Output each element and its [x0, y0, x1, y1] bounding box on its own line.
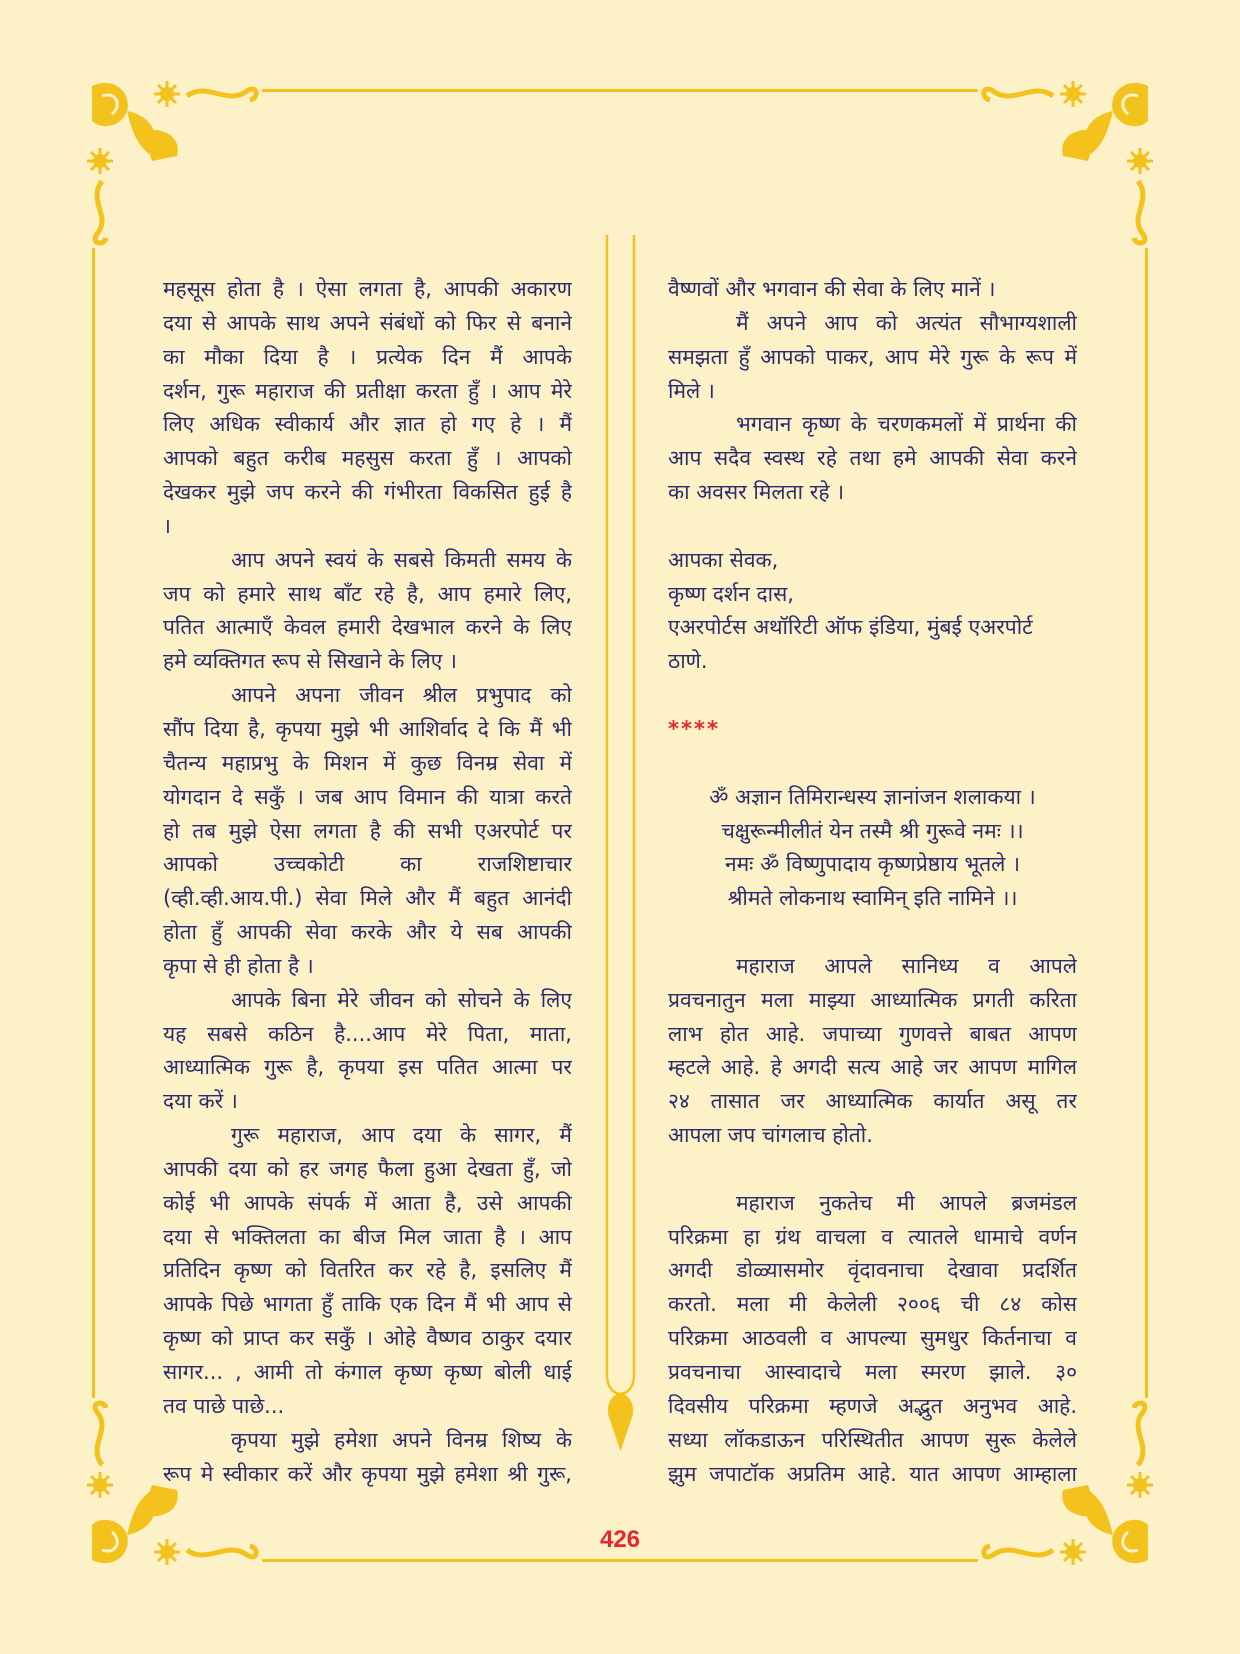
paragraph [163, 1424, 572, 1492]
text-line: (व्ही.व्ही.आय.पी.) सेवा मिले और मैं बहुत आनंदी [163, 886, 572, 911]
paragraph [163, 1119, 572, 1424]
text-line: आपला जप चांगलाच होतो. [668, 1123, 873, 1148]
text-line: ॐ अज्ञान तिमिरान्धस्य ज्ञानांजन शलाकया । [709, 784, 1036, 809]
text-line: आध्यात्मिक गुरू है, कृपया इस पतित आत्मा पर [163, 1055, 572, 1080]
text-line: का मौका दिया है । प्रत्येक दिन मैं आपके [163, 344, 572, 369]
text-line: **** [668, 716, 720, 741]
paragraph [668, 950, 1077, 1153]
right-text-column [668, 273, 1077, 1491]
paragraph [668, 273, 1077, 307]
text-line: दिवसीय परिक्रमा म्हणजे अद्भुत अनुभव आहे. [668, 1393, 1077, 1418]
spacer [668, 510, 1077, 544]
text-line [668, 747, 1077, 781]
text-line: भगवान कृष्ण के चरणकमलों में प्रार्थना की [736, 412, 1077, 437]
text-line: २४ तासात जर आध्यात्मिक कार्यात असू तर [668, 1089, 1077, 1114]
text-line: कृपया मुझे हमेशा अपने विनम्र शिष्य के [231, 1427, 572, 1452]
verse-block [668, 781, 1077, 916]
text-line: प्रवचनाचा आस्वादाचे मला स्मरण झाले. ३० [668, 1360, 1077, 1384]
text-line: सध्या लॉकडाऊन परिस्थितीत आपण सुरू केलेले [668, 1427, 1077, 1452]
text-line: लाभ होत आहे. जपाच्या गुणवत्ते बाबत आपण [668, 1021, 1077, 1046]
text-line: वैष्णवों और भगवान की सेवा के लिए मानें । [668, 277, 996, 301]
text-line: अगदी डोळ्यासमोर वृंदावनाचा देखावा प्रदर्शित [668, 1258, 1077, 1283]
text-line: प्रतिदिन कृष्ण को वितरित कर रहे है, इसलिए मैं [163, 1258, 572, 1283]
paragraph [163, 984, 572, 1119]
text-line: लिए अधिक स्वीकार्य और ज्ञात हो गए हे । मैं [163, 412, 572, 437]
paragraph [163, 273, 572, 544]
text-line: सागर... , आमी तो कंगाल कृष्ण कृष्ण बोली धाई [163, 1360, 572, 1384]
text-line [668, 510, 1077, 544]
border-bottom-line [262, 1559, 978, 1562]
border-right-line [1145, 248, 1148, 1398]
text-line: दया करें । [163, 1089, 238, 1114]
text-line: पतित आत्माएँ केवल हमारी देखभाल करने के लिए [163, 615, 572, 640]
column-divider [600, 235, 642, 1455]
paragraph [668, 1187, 1077, 1492]
text-line: महसूस होता है । ऐसा लगता है, आपकी अकारण [163, 277, 572, 301]
text-line: कृष्ण को प्राप्त कर सकुँ । ओहे वैष्णव ठाकुर दयार [163, 1326, 572, 1351]
spacer [668, 747, 1077, 781]
text-line: हमे व्यक्तिगत रूप से सिखाने के लिए । [163, 649, 457, 674]
text-line: कृपा से ही होता है । [163, 953, 314, 978]
spacer [668, 679, 1077, 713]
text-line: नमः ॐ विष्णुपादाय कृष्णप्रेष्ठाय भूतले । [724, 852, 1021, 877]
text-line: परिक्रमा हा ग्रंथ वाचला व त्यातले धामाचे वर्णन [668, 1224, 1077, 1249]
text-line: कृष्ण दर्शन दास, [668, 581, 794, 606]
paragraph [668, 408, 1077, 510]
spacer [668, 916, 1077, 950]
paragraph [163, 679, 572, 984]
text-line: । [163, 513, 171, 538]
left-text-column [163, 273, 572, 1491]
text-line: महाराज आपले सानिध्य व आपले [736, 953, 1077, 978]
corner-ornament-top-left [82, 76, 262, 246]
text-line: ठाणे. [668, 649, 708, 674]
page-number: 426 [599, 1526, 641, 1553]
text-line: का अवसर मिलता रहे । [668, 480, 845, 505]
text-line: हो तब मुझे ऐसा लगता है की सभी एअरपोर्ट पर [163, 818, 572, 843]
text-line: सौंप दिया है, कृपया मुझे भी आशिर्वाद दे कि मैं भी [163, 716, 572, 741]
text-line: चक्षुरून्मीलीतं येन तस्मै श्री गुरूवे नमः ।। [721, 818, 1024, 843]
text-line: आपको बहुत करीब महसुस करता हुँ । आपको [163, 446, 572, 471]
border-left-line [92, 248, 95, 1398]
border-top-line [262, 89, 978, 92]
text-line: आपके पिछे भागता हुँ ताकि एक दिन मैं भी आप से [163, 1292, 572, 1317]
text-line: रूप मे स्वीकार करें और कृपया मुझे हमेशा श्री गुरू, [163, 1461, 572, 1486]
text-line: श्रीमते लोकनाथ स्वामिन् इति नामिने ।। [727, 886, 1018, 911]
text-line: आपकी दया को हर जगह फैला हुआ देखता हुँ, जो [163, 1156, 572, 1181]
separator-stars [668, 713, 1077, 747]
text-line: यह सबसे कठिन है....आप मेरे पिता, माता, [163, 1021, 572, 1046]
text-line: दया से आपके साथ अपने संबंधों को फिर से बनाने [163, 310, 572, 335]
text-line: जप को हमारे साथ बाँट रहे है, आप हमारे लिए, [163, 581, 572, 606]
text-line: आपको उच्चकोटी का राजशिष्टाचार [163, 852, 572, 877]
text-line: देखकर मुझे जप करने की गंभीरता विकसित हुई है [163, 480, 572, 505]
text-line: समझता हुँ आपको पाकर, आप मेरे गुरू के रूप में [668, 344, 1077, 369]
text-line: योगदान दे सकुँ । जब आप विमान की यात्रा करते [163, 784, 572, 809]
text-line: आपके बिना मेरे जीवन को सोचने के लिए [231, 987, 572, 1012]
text-line: गुरू महाराज, आप दया के सागर, मैं [231, 1123, 572, 1148]
text-line: महाराज नुकतेच मी आपले ब्रजमंडल [736, 1190, 1077, 1215]
text-line: झुम जपाटॉक अप्रतिम आहे. यात आपण आम्हाला [668, 1461, 1077, 1486]
text-line [668, 916, 1077, 950]
text-line: म्हटले आहे. हे अगदी सत्य आहे जर आपण मागिल [668, 1055, 1077, 1080]
text-line: चैतन्य महाप्रभु के मिशन में कुछ विनम्र सेवा में [163, 750, 572, 775]
text-line: दर्शन, गुरू महाराज की प्रतीक्षा करता हुँ । आप मेरे [163, 378, 572, 403]
corner-ornament-top-right [978, 76, 1158, 246]
text-line [668, 679, 1077, 713]
text-line: एअरपोर्टस अथॉरिटी ऑफ इंडिया, मुंबई एअरपोर्ट [668, 615, 1033, 640]
text-line: आपका सेवक, [668, 547, 779, 572]
text-line: दया से भक्तिलता का बीज मिल जाता है । आप [163, 1224, 572, 1249]
signature-block [668, 544, 1077, 679]
paragraph [163, 544, 572, 679]
text-line: आपने अपना जीवन श्रील प्रभुपाद को [231, 683, 572, 708]
text-line: प्रवचनातुन मला माझ्या आध्यात्मिक प्रगती करिता [668, 987, 1077, 1012]
text-line [668, 1153, 1077, 1187]
text-line: होता हुँ आपकी सेवा करके और ये सब आपकी [163, 920, 572, 945]
spacer [668, 1153, 1077, 1187]
text-line: मैं अपने आप को अत्यंत सौभाग्यशाली [736, 310, 1077, 335]
text-line: कोई भी आपके संपर्क में आता है, उसे आपकी [163, 1190, 572, 1215]
text-line: परिक्रमा आठवली व आपल्या सुमधुर किर्तनाचा व [668, 1326, 1077, 1351]
text-line: आप अपने स्वयं के सबसे किमती समय के [231, 547, 572, 572]
text-line: तव पाछे पाछे... [163, 1393, 285, 1418]
text-line: करतो. मला मी केलेली २००६ ची ८४ कोस [668, 1292, 1077, 1317]
paragraph [668, 307, 1077, 409]
pendant-drop-icon [608, 1393, 633, 1451]
text-line: मिले । [668, 378, 715, 403]
text-line: आप सदैव स्वस्थ रहे तथा हमे आपकी सेवा करने [668, 446, 1077, 471]
